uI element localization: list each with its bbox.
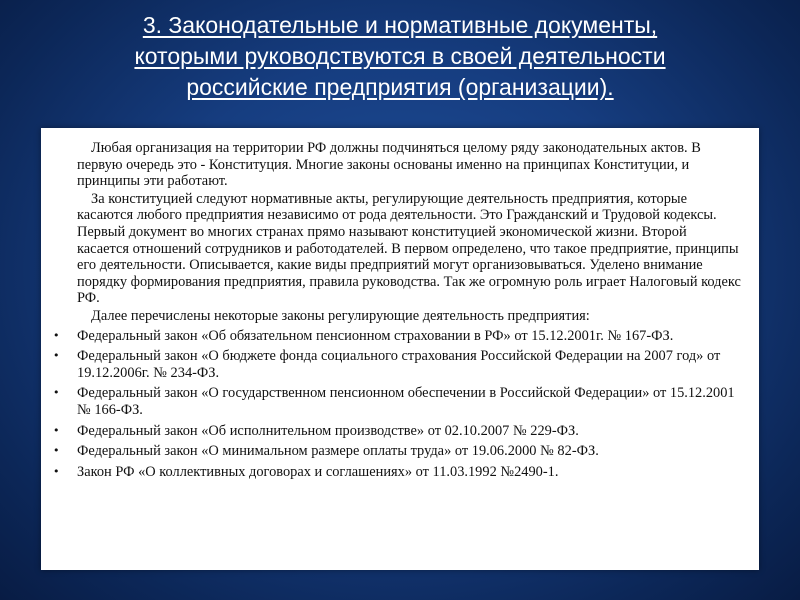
- laws-list: [41, 328, 741, 481]
- content-text: [41, 140, 741, 484]
- bullet-icon: •: [53, 444, 60, 458]
- law-text: Федеральный закон «О бюджете фонда социального страхования Российской Федерации на 2007 год» от 19.12.2006г. № 234-ФЗ.: [77, 348, 721, 381]
- title-line: которыми руководствуются в своей деятельности: [134, 43, 666, 69]
- bullet-icon: •: [53, 386, 60, 400]
- content-panel: [41, 128, 759, 570]
- slide-title: [20, 10, 780, 103]
- list-item: [41, 348, 741, 381]
- paragraph-normative-acts: За конституцией следуют нормативные акты, регулирующие деятельность предприятия, которые касаются любого предприятия независимо от рода деятельности. Это Гражданский и Трудовой кодексы. Первый документ во многих странах прямо называют конституцией экономической жизни. Второй касается отношений сотрудников и работодателей. В первом определено, что такое предприятие, принципы его деятельности. Описывается, какие виды предприятий могут организовываться. Уделено внимание порядку формирования предприятия, правила руководства. Так же огромную роль играет Налоговый кодекс РФ.: [77, 190, 741, 307]
- law-text: Федеральный закон «О минимальном размере оплаты труда» от 19.06.2000 № 82-ФЗ.: [77, 443, 599, 460]
- list-item: [41, 464, 741, 481]
- bullet-icon: •: [53, 328, 60, 342]
- bullet-icon: •: [53, 423, 60, 437]
- title-line: российские предприятия (организации).: [186, 74, 614, 100]
- list-item: [41, 423, 741, 440]
- bullet-icon: •: [53, 349, 60, 363]
- bullet-icon: •: [53, 464, 60, 478]
- paragraph-intro: Любая организация на территории РФ должны подчиняться целому ряду законодательных актов. В первую очередь это - Конституция. Многие законы основаны именно на принципах Конституции, и принципы эти работают.: [77, 140, 701, 190]
- paragraph-laws-intro: Далее перечислены некоторые законы регулирующие деятельность предприятия:: [91, 307, 590, 324]
- list-item: [41, 385, 741, 418]
- list-item: [41, 443, 741, 460]
- title-line: 3. Законодательные и нормативные документы,: [142, 12, 658, 38]
- law-text: Федеральный закон «Об исполнительном производстве» от 02.10.2007 № 229-ФЗ.: [77, 422, 579, 439]
- law-text: Федеральный закон «О государственном пенсионном обеспечении в Российской Федерации» от 15.12.2001 № 166-ФЗ.: [77, 385, 735, 418]
- law-text: Закон РФ «О коллективных договорах и соглашениях» от 11.03.1992 №2490-1.: [77, 463, 559, 480]
- law-text: Федеральный закон «Об обязательном пенсионном страховании в РФ» от 15.12.2001г. № 167-ФЗ.: [77, 327, 674, 344]
- list-item: [41, 328, 741, 345]
